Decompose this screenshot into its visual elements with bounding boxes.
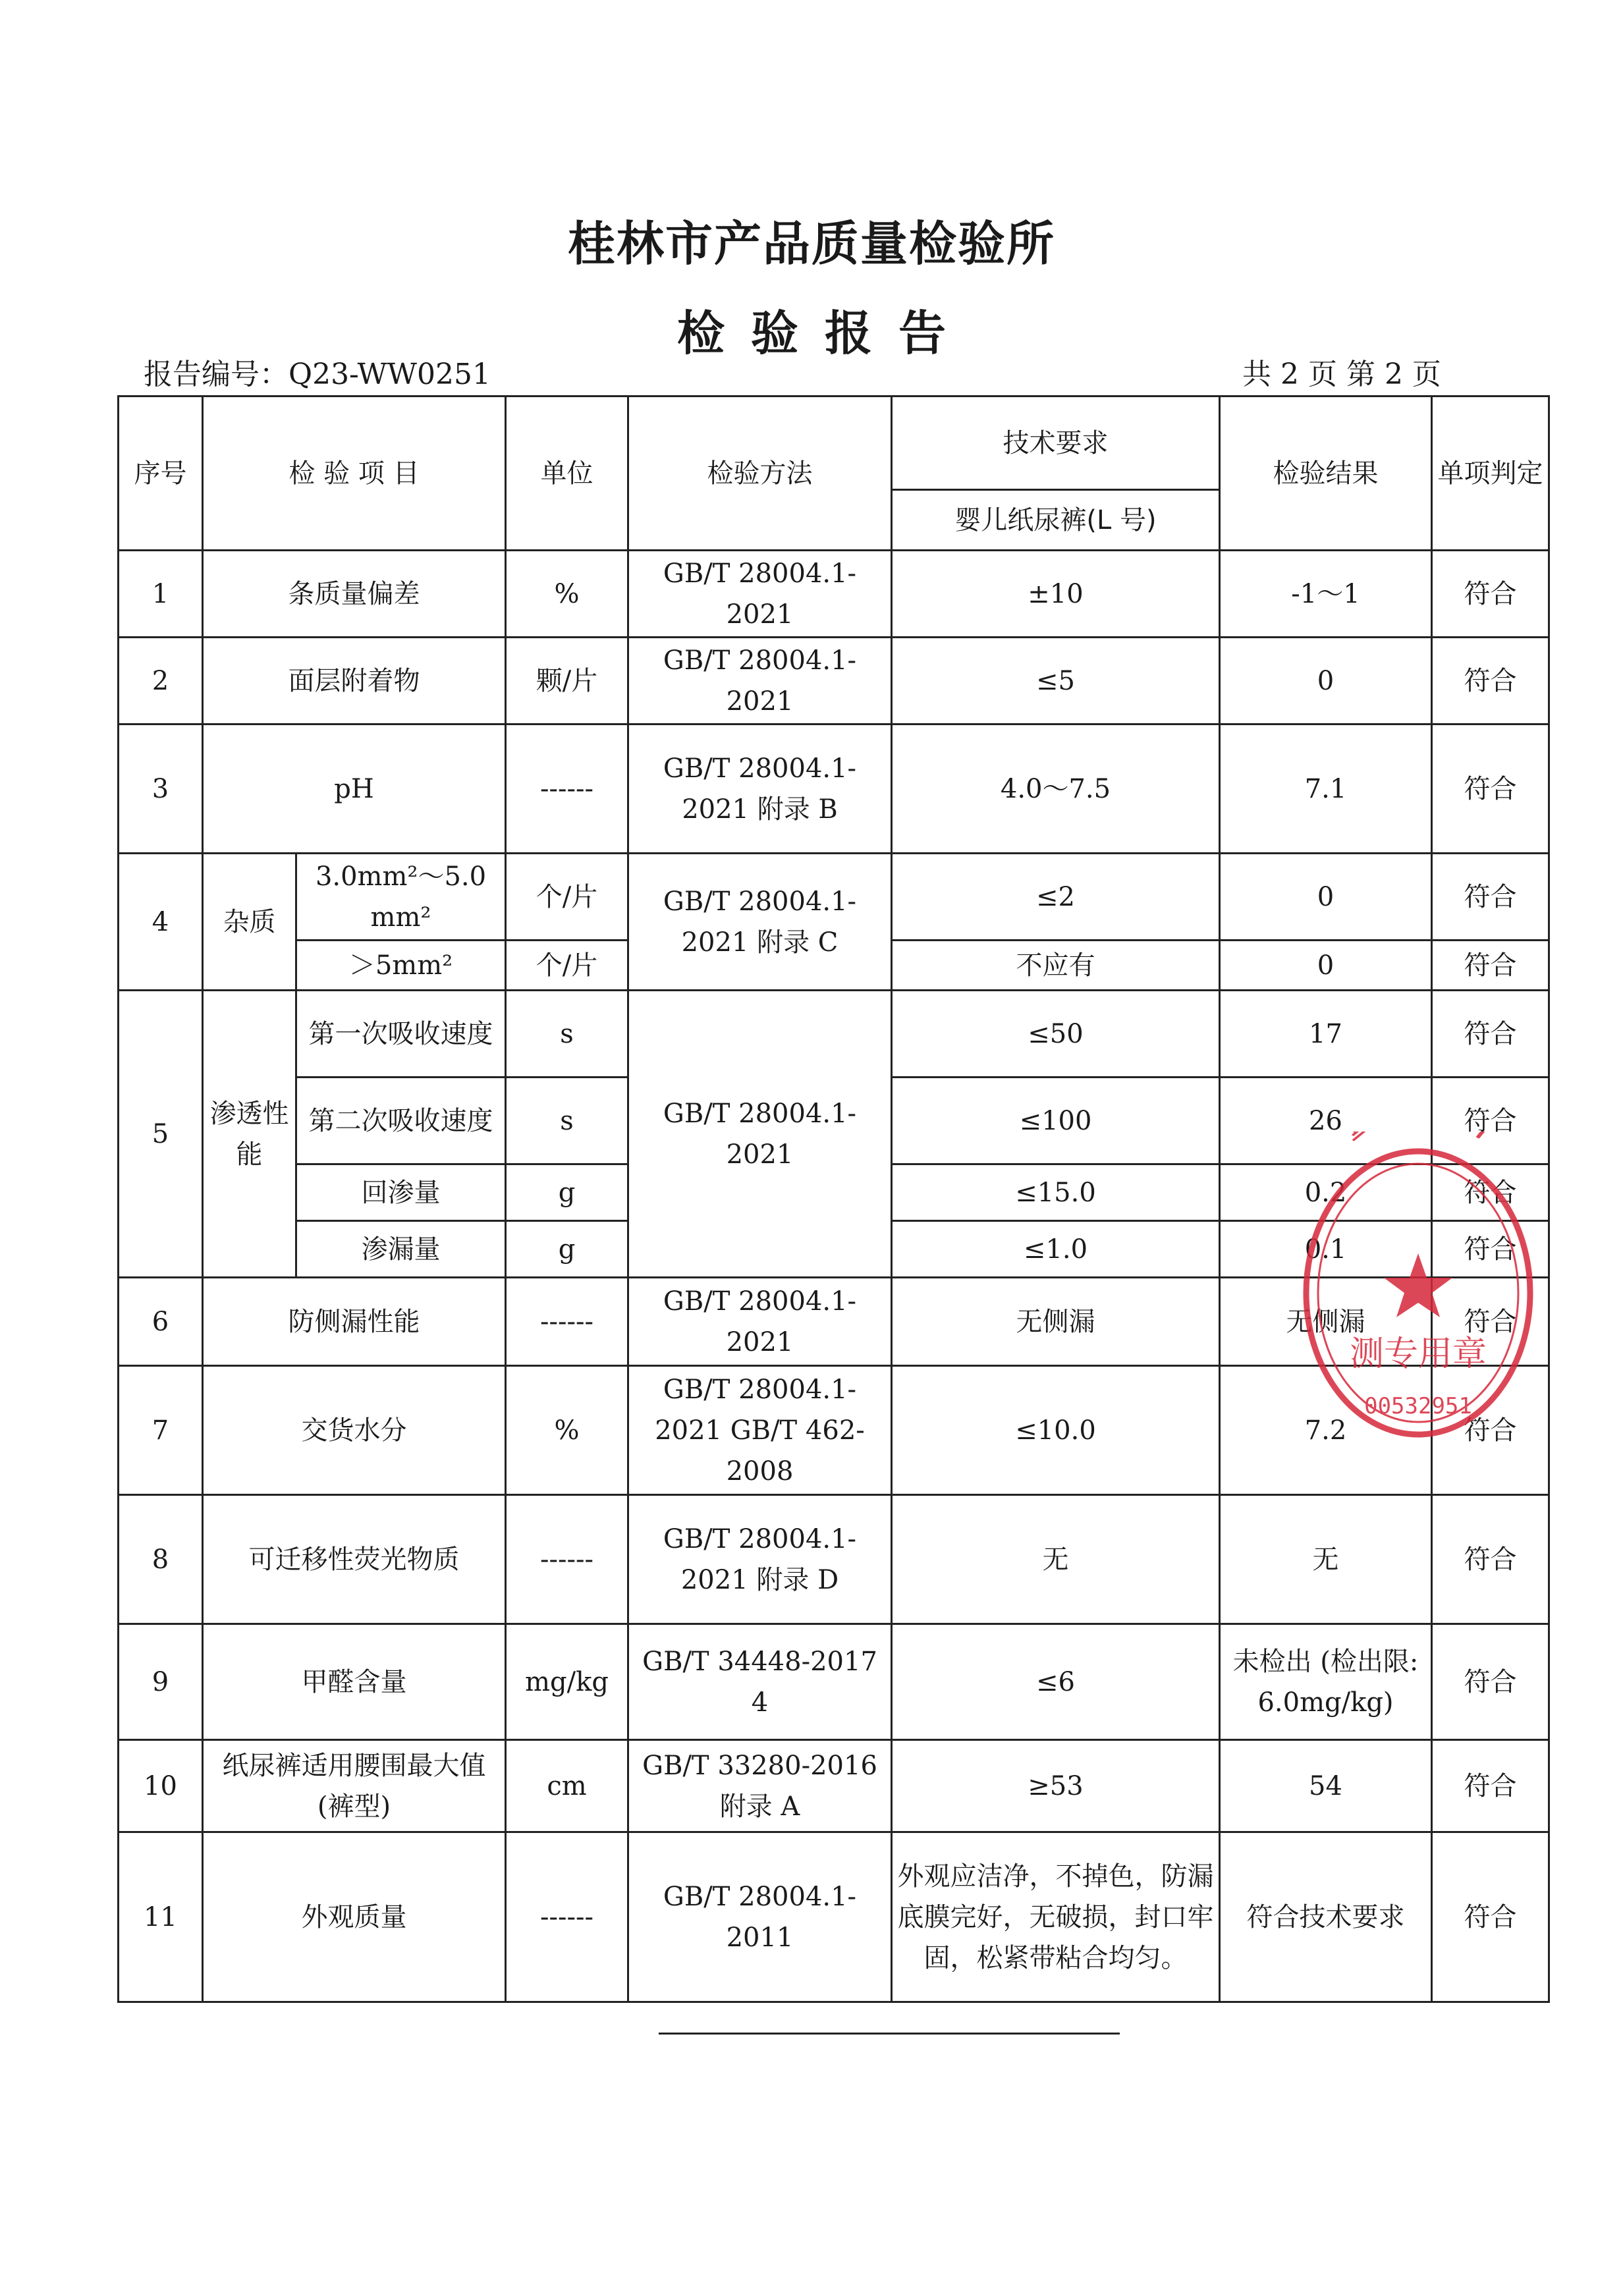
page-info: 共 2 页 第 2 页 <box>1242 358 1441 391</box>
row-result: 0 <box>1220 638 1432 724</box>
row-requirement: ≥53 <box>892 1740 1220 1832</box>
row-verdict: 符合 <box>1432 1740 1549 1832</box>
row-seq: 6 <box>119 1278 203 1366</box>
row-item: 条质量偏差 <box>203 551 506 638</box>
row-item: 杂质 <box>203 854 296 991</box>
row-item: 可迁移性荧光物质 <box>203 1495 506 1624</box>
row-requirement: 不应有 <box>892 941 1220 991</box>
requirement-header: 技术要求 <box>892 396 1220 490</box>
row-result: 0 <box>1220 941 1432 991</box>
row-item: 交货水分 <box>203 1366 506 1495</box>
result-header: 检验结果 <box>1220 396 1432 551</box>
row-result: 符合技术要求 <box>1220 1832 1432 2002</box>
row-method: GB/T 28004.1-2021 <box>628 551 892 638</box>
row-item: 纸尿裤适用腰围最大值(裤型) <box>203 1740 506 1832</box>
table-row <box>119 551 1549 638</box>
row-subitem: 3.0mm²～5.0 mm² <box>296 854 506 941</box>
row-verdict: 符合 <box>1432 1278 1549 1366</box>
row-seq: 10 <box>119 1740 203 1832</box>
verdict-header: 单项判定 <box>1432 396 1549 551</box>
row-requirement: ≤100 <box>892 1078 1220 1164</box>
row-verdict: 符合 <box>1432 1078 1549 1164</box>
row-seq: 4 <box>119 854 203 991</box>
product-header: 婴儿纸尿裤(L 号) <box>892 490 1220 551</box>
row-method: GB/T 34448-2017 4 <box>628 1624 892 1740</box>
row-item: 外观质量 <box>203 1832 506 2002</box>
row-unit: 颗/片 <box>506 638 628 724</box>
row-item: 面层附着物 <box>203 638 506 724</box>
row-verdict: 符合 <box>1432 1495 1549 1624</box>
row-seq: 5 <box>119 991 203 1278</box>
row-seq: 1 <box>119 551 203 638</box>
row-item: 防侧漏性能 <box>203 1278 506 1366</box>
row-requirement: ≤5 <box>892 638 1220 724</box>
row-unit: ------ <box>506 724 628 854</box>
row-unit: % <box>506 1366 628 1495</box>
row-method: GB/T 28004.1-2021 附录 D <box>628 1495 892 1624</box>
row-result: 无 <box>1220 1495 1432 1624</box>
row-result: 0.1 <box>1220 1221 1432 1278</box>
row-requirement: ≤2 <box>892 854 1220 941</box>
row-result: 54 <box>1220 1740 1432 1832</box>
row-requirement: ≤6 <box>892 1624 1220 1740</box>
row-unit: s <box>506 991 628 1078</box>
unit-header: 单位 <box>506 396 628 551</box>
row-method: GB/T 33280-2016 附录 A <box>628 1740 892 1832</box>
table-row <box>119 854 1549 941</box>
table-row <box>119 1624 1549 1740</box>
row-method: GB/T 28004.1-2011 <box>628 1832 892 2002</box>
row-result: -1～1 <box>1220 551 1432 638</box>
row-verdict: 符合 <box>1432 551 1549 638</box>
star-icon <box>1384 1253 1452 1317</box>
row-requirement: 无侧漏 <box>892 1278 1220 1366</box>
svg-text:量检验所 <box>1329 1132 1508 1147</box>
row-unit: ------ <box>506 1278 628 1366</box>
item-header: 检 验 项 目 <box>203 396 506 551</box>
row-unit: g <box>506 1221 628 1278</box>
row-item: 甲醛含量 <box>203 1624 506 1740</box>
row-method: GB/T 28004.1-2021 附录 C <box>628 854 892 991</box>
row-result: 7.2 <box>1220 1366 1432 1495</box>
row-subitem: 第二次吸收速度 <box>296 1078 506 1164</box>
row-unit: ------ <box>506 1495 628 1624</box>
row-verdict: 符合 <box>1432 1221 1549 1278</box>
row-result: 17 <box>1220 991 1432 1078</box>
row-subitem: 回渗量 <box>296 1164 506 1221</box>
row-requirement: ≤15.0 <box>892 1164 1220 1221</box>
row-verdict: 符合 <box>1432 991 1549 1078</box>
row-requirement: 4.0～7.5 <box>892 724 1220 854</box>
row-requirement: ±10 <box>892 551 1220 638</box>
row-unit: ------ <box>506 1832 628 2002</box>
row-item: 渗透性能 <box>203 991 296 1278</box>
seal-top-text <box>1329 1132 1508 1147</box>
row-unit: 个/片 <box>506 941 628 991</box>
row-seq: 8 <box>119 1495 203 1624</box>
row-unit: g <box>506 1164 628 1221</box>
row-seq: 9 <box>119 1624 203 1740</box>
row-seq: 11 <box>119 1832 203 2002</box>
table-row <box>119 638 1549 724</box>
row-method: GB/T 28004.1-2021 GB/T 462-2008 <box>628 1366 892 1495</box>
end-line <box>659 2033 1120 2035</box>
row-verdict: 符合 <box>1432 638 1549 724</box>
row-method: GB/T 28004.1-2021 附录 B <box>628 724 892 854</box>
table-row <box>119 1740 1549 1832</box>
seal-number: 00532951 <box>1364 1393 1472 1419</box>
row-requirement: ≤1.0 <box>892 1221 1220 1278</box>
row-requirement: 无 <box>892 1495 1220 1624</box>
row-verdict: 符合 <box>1432 854 1549 941</box>
header-row <box>119 396 1549 490</box>
row-verdict: 符合 <box>1432 1832 1549 2002</box>
row-requirement: ≤10.0 <box>892 1366 1220 1495</box>
row-result: 0 <box>1220 854 1432 941</box>
official-seal <box>1290 1132 1540 1454</box>
row-result: 无侧漏 <box>1220 1278 1432 1366</box>
row-requirement: ≤50 <box>892 991 1220 1078</box>
row-verdict: 符合 <box>1432 724 1549 854</box>
table-row <box>119 991 1549 1078</box>
table-row <box>119 724 1549 854</box>
table-row <box>119 1832 1549 2002</box>
row-subitem: 渗漏量 <box>296 1221 506 1278</box>
row-method: GB/T 28004.1-2021 <box>628 991 892 1278</box>
method-header: 检验方法 <box>628 396 892 551</box>
report-number: 报告编号：Q23-WW0251 <box>144 358 491 391</box>
row-unit: % <box>506 551 628 638</box>
row-unit: mg/kg <box>506 1624 628 1740</box>
report-title: 检验报告 <box>676 306 972 361</box>
row-unit: cm <box>506 1740 628 1832</box>
row-method: GB/T 28004.1-2021 <box>628 638 892 724</box>
row-result: 26 <box>1220 1078 1432 1164</box>
row-result: 7.1 <box>1220 724 1432 854</box>
row-verdict: 符合 <box>1432 941 1549 991</box>
row-subitem: 第一次吸收速度 <box>296 991 506 1078</box>
organization-title: 桂林市产品质量检验所 <box>567 216 1055 271</box>
row-result: 0.2 <box>1220 1164 1432 1221</box>
row-seq: 7 <box>119 1366 203 1495</box>
seal-graphic <box>1290 1132 1540 1454</box>
row-item: pH <box>203 724 506 854</box>
row-verdict: 符合 <box>1432 1624 1549 1740</box>
row-seq: 3 <box>119 724 203 854</box>
row-requirement: 外观应洁净，不掉色，防漏底膜完好，无破损，封口牢固，松紧带粘合均匀。 <box>892 1832 1220 2002</box>
row-verdict: 符合 <box>1432 1366 1549 1495</box>
table-row <box>119 1495 1549 1624</box>
row-verdict: 符合 <box>1432 1164 1549 1221</box>
seq-header: 序号 <box>119 396 203 551</box>
row-subitem: ＞5mm² <box>296 941 506 991</box>
row-method: GB/T 28004.1-2021 <box>628 1278 892 1366</box>
row-unit: s <box>506 1078 628 1164</box>
row-seq: 2 <box>119 638 203 724</box>
row-result: 未检出 (检出限: 6.0mg/kg) <box>1220 1624 1432 1740</box>
seal-bottom-text: 测专用章 <box>1349 1334 1487 1374</box>
row-unit: 个/片 <box>506 854 628 941</box>
